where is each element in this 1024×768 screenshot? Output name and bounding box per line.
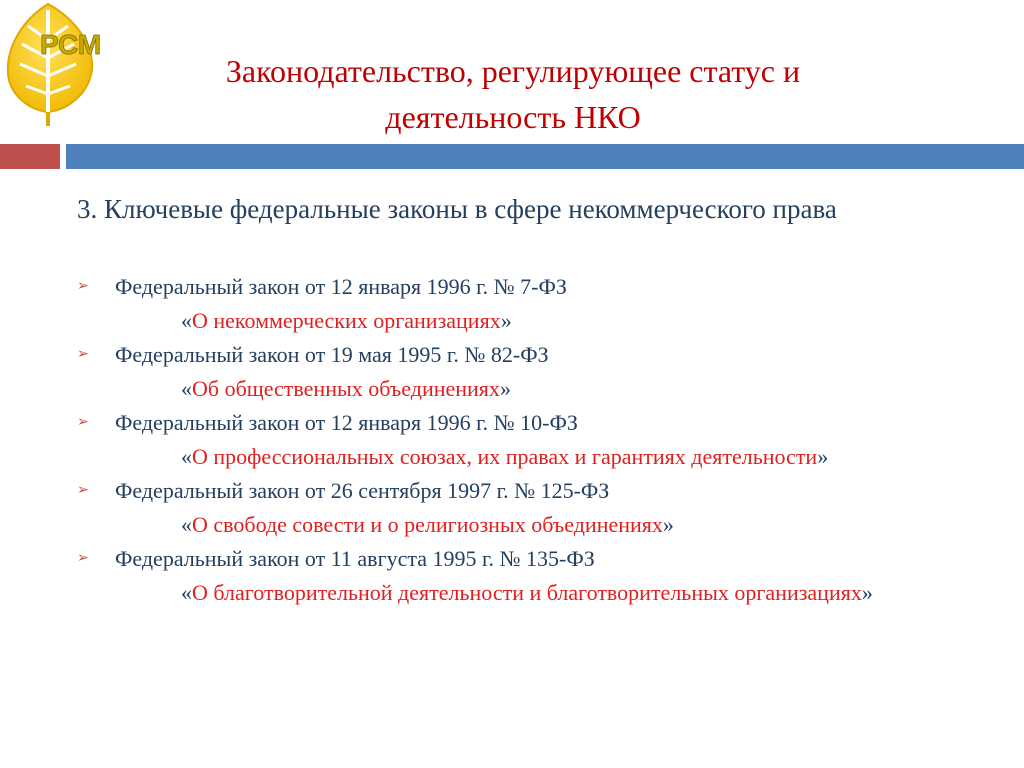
law-reference-line [77, 270, 973, 304]
close-quote: » [662, 512, 674, 537]
close-quote: » [500, 308, 512, 333]
close-quote: » [861, 580, 873, 605]
arrow-bullet-icon: ➢ [77, 279, 89, 294]
arrow-bullet-icon: ➢ [77, 483, 89, 498]
law-item [77, 406, 973, 474]
close-quote: » [499, 376, 511, 401]
law-title-line [77, 372, 973, 406]
law-reference: Федеральный закон от 26 сентября 1997 г. № 125-ФЗ [115, 478, 610, 503]
accent-bar-blue [66, 144, 1024, 169]
law-reference: Федеральный закон от 12 января 1996 г. № 10-ФЗ [115, 410, 578, 435]
logo-text: РСМ [40, 29, 102, 60]
arrow-bullet-icon: ➢ [77, 551, 89, 566]
open-quote: « [181, 376, 192, 401]
accent-bar-red [0, 144, 60, 169]
law-title-line [77, 508, 973, 542]
slide-title-line1: Законодательство, регулирующее статус и [225, 53, 801, 89]
law-reference: Федеральный закон от 19 мая 1995 г. № 82-ФЗ [115, 342, 549, 367]
open-quote: « [181, 444, 192, 469]
law-item [77, 270, 973, 338]
law-title-line [77, 440, 973, 474]
open-quote: « [181, 308, 192, 333]
law-title: О некоммерческих организациях [192, 308, 501, 333]
arrow-bullet-icon: ➢ [77, 415, 89, 430]
law-reference-line [77, 542, 973, 576]
slide-title-line2: деятельность НКО [385, 99, 641, 135]
arrow-bullet-icon: ➢ [77, 347, 89, 362]
law-reference: Федеральный закон от 11 августа 1995 г. № 135-ФЗ [115, 546, 595, 571]
law-reference-line [77, 338, 973, 372]
law-title: Об общественных объединениях [192, 376, 500, 401]
law-reference-line [77, 406, 973, 440]
law-item [77, 338, 973, 406]
birch-leaf-icon [0, 0, 120, 128]
law-reference-line [77, 474, 973, 508]
law-title-line [77, 576, 973, 610]
law-title-line [77, 304, 973, 338]
law-title: О благотворительной деятельности и благотворительных организациях [192, 580, 862, 605]
section-heading: 3. Ключевые федеральные законы в сфере некоммерческого права [77, 194, 837, 224]
law-title: О свободе совести и о религиозных объединениях [192, 512, 663, 537]
open-quote: « [181, 512, 192, 537]
slide-content [77, 190, 973, 610]
open-quote: « [181, 580, 192, 605]
close-quote: » [817, 444, 829, 469]
slide-title [120, 48, 906, 140]
law-title: О профессиональных союзах, их правах и гарантиях деятельности [192, 444, 818, 469]
law-reference: Федеральный закон от 12 января 1996 г. № 7-ФЗ [115, 274, 567, 299]
law-item [77, 474, 973, 542]
law-item [77, 542, 973, 610]
rsm-logo [0, 0, 120, 128]
